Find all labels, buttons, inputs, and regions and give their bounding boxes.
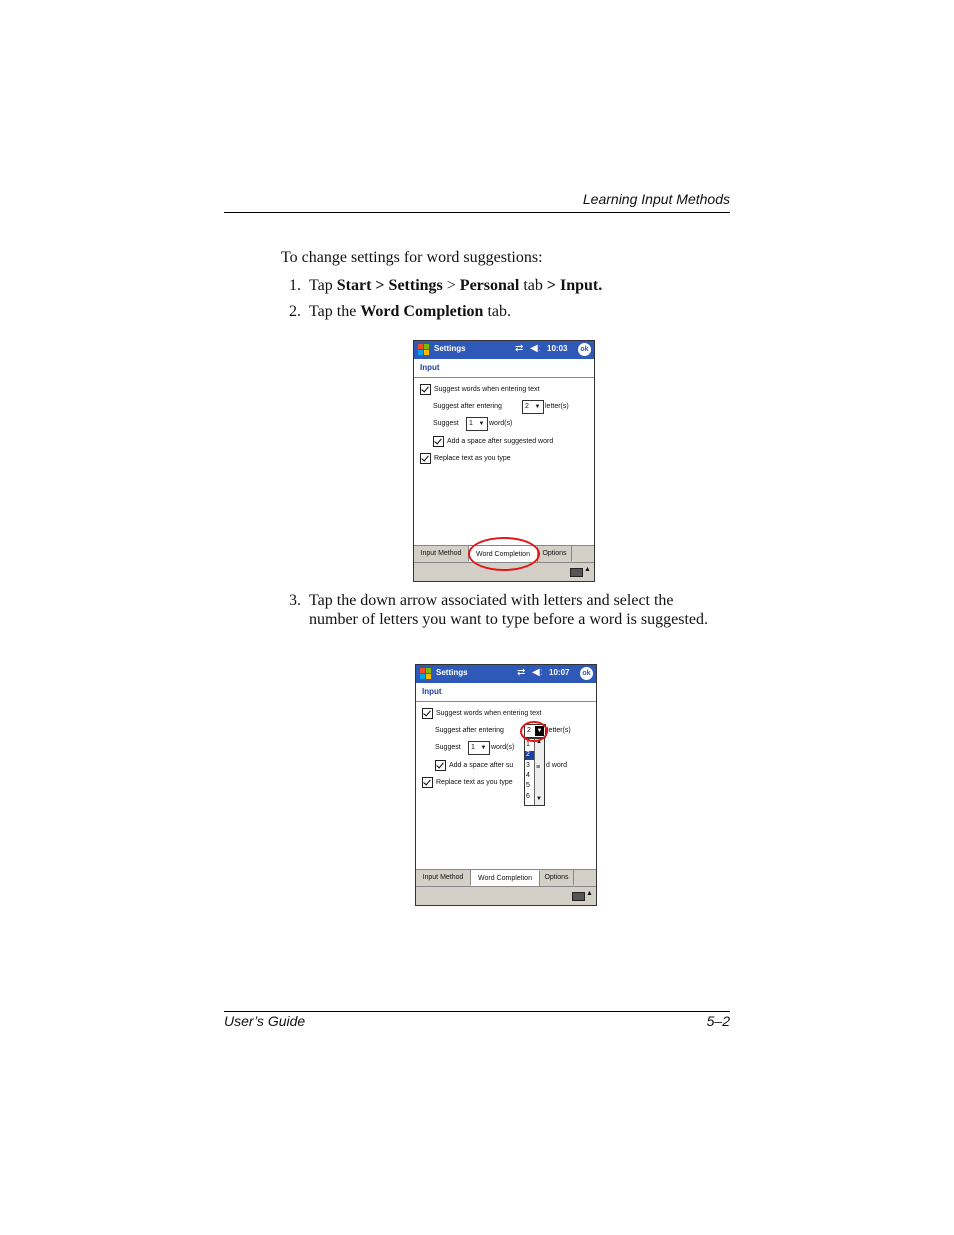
- list-item-selected[interactable]: 2: [525, 751, 535, 760]
- words-dropdown[interactable]: 1 ▼: [466, 417, 488, 431]
- windows-flag-icon[interactable]: [419, 667, 432, 680]
- connectivity-icon[interactable]: ⇄: [515, 343, 524, 354]
- add-space-label: Add a space after suggested word: [447, 438, 554, 445]
- suggest-label: Suggest: [433, 420, 459, 427]
- suggest-label: Suggest: [435, 744, 461, 751]
- keyboard-icon[interactable]: [572, 892, 585, 901]
- step-1: [289, 276, 709, 295]
- list-item[interactable]: 6: [526, 793, 530, 800]
- step-number: 3.: [289, 592, 301, 609]
- add-space-checkbox[interactable]: [433, 436, 444, 447]
- letters-option-list[interactable]: [524, 738, 545, 806]
- page-title: Input: [422, 687, 442, 696]
- connectivity-icon[interactable]: ⇄: [517, 667, 526, 678]
- screenshot-word-completion: [413, 340, 595, 582]
- divider: [414, 377, 594, 378]
- intro-text: To change settings for word suggestions:: [281, 249, 543, 266]
- step-text: Tap Start > Settings > Personal tab > Input.: [309, 277, 603, 294]
- app-title: Settings: [436, 668, 468, 677]
- add-space-label-left: Add a space after su: [449, 762, 514, 769]
- highlight-circle: [468, 537, 540, 571]
- tab-options[interactable]: Options: [540, 870, 574, 885]
- chevron-down-icon[interactable]: ▼: [480, 745, 487, 751]
- list-item[interactable]: 4: [526, 772, 530, 779]
- footer-rule: [224, 1011, 730, 1012]
- scrollbar[interactable]: [534, 739, 544, 805]
- running-header: Learning Input Methods: [582, 191, 730, 207]
- chevron-down-icon[interactable]: ▼: [534, 404, 541, 410]
- keyboard-icon[interactable]: [570, 568, 583, 577]
- speaker-icon[interactable]: ◀ː: [532, 667, 543, 678]
- tab-input-method[interactable]: Input Method: [414, 546, 469, 561]
- app-title: Settings: [434, 344, 466, 353]
- input-menu-arrow-icon[interactable]: ▲: [584, 566, 591, 573]
- tab-options[interactable]: Options: [538, 546, 572, 561]
- chevron-down-icon[interactable]: ▼: [536, 728, 543, 734]
- suggest-after-label: Suggest after entering: [433, 403, 502, 410]
- replace-text-checkbox[interactable]: [422, 777, 433, 788]
- list-item[interactable]: 1: [526, 741, 530, 748]
- words-label: word(s): [489, 420, 513, 427]
- step-text: Tap the Word Completion tab.: [309, 303, 511, 320]
- replace-text-label: Replace text as you type: [434, 455, 511, 462]
- replace-text-checkbox[interactable]: [420, 453, 431, 464]
- step-number: 1.: [289, 277, 301, 294]
- add-space-checkbox[interactable]: [435, 760, 446, 771]
- command-bar: [416, 886, 596, 906]
- title-bar: [414, 341, 594, 359]
- suggest-words-label: Suggest words when entering text: [434, 386, 540, 393]
- title-bar: [416, 665, 596, 683]
- header-rule: [224, 212, 730, 213]
- scroll-thumb[interactable]: ≡: [536, 764, 541, 771]
- clock[interactable]: 10:07: [549, 668, 570, 677]
- words-label: word(s): [491, 744, 515, 751]
- page-footer: [224, 1013, 730, 1029]
- add-space-label-right: d word: [546, 762, 568, 769]
- windows-flag-icon[interactable]: [417, 343, 430, 356]
- page-number: 5–2: [706, 1013, 730, 1029]
- footer-title: User’s Guide: [224, 1013, 306, 1029]
- tab-strip: [416, 869, 596, 886]
- divider: [416, 701, 596, 702]
- ok-button[interactable]: ok: [578, 343, 591, 356]
- letters-dropdown[interactable]: 2 ▼: [524, 724, 546, 738]
- clock[interactable]: 10:03: [547, 344, 568, 353]
- highlight-circle: [520, 721, 548, 742]
- tab-word-completion[interactable]: Word Completion: [469, 546, 538, 562]
- ok-button[interactable]: ok: [580, 667, 593, 680]
- words-dropdown[interactable]: 1 ▼: [468, 741, 490, 755]
- letters-label: letter(s): [547, 727, 571, 734]
- suggest-words-checkbox[interactable]: [422, 708, 433, 719]
- tab-input-method[interactable]: Input Method: [416, 870, 471, 885]
- suggest-after-label: Suggest after entering: [435, 727, 504, 734]
- step-number: 2.: [289, 303, 301, 320]
- page-title: Input: [420, 363, 440, 372]
- chevron-down-icon[interactable]: ▼: [478, 421, 485, 427]
- list-item[interactable]: 5: [526, 782, 530, 789]
- speaker-icon[interactable]: ◀ː: [530, 343, 541, 354]
- step-2: [289, 302, 709, 321]
- step-3: [289, 591, 709, 629]
- list-item[interactable]: 3: [526, 762, 530, 769]
- input-menu-arrow-icon[interactable]: ▲: [586, 890, 593, 897]
- letters-dropdown[interactable]: 2 ▼: [522, 400, 544, 414]
- scroll-up-icon[interactable]: ▲: [536, 739, 542, 745]
- tab-word-completion[interactable]: Word Completion: [471, 870, 540, 886]
- step-text: Tap the down arrow associated with letters and select the number of letters you want to type before a word is suggested.: [309, 592, 709, 628]
- screenshot-letters-dropdown-open: [415, 664, 597, 906]
- scroll-down-icon[interactable]: ▼: [536, 796, 542, 802]
- replace-text-label: Replace text as you type: [436, 779, 513, 786]
- suggest-words-checkbox[interactable]: [420, 384, 431, 395]
- suggest-words-label: Suggest words when entering text: [436, 710, 542, 717]
- letters-label: letter(s): [545, 403, 569, 410]
